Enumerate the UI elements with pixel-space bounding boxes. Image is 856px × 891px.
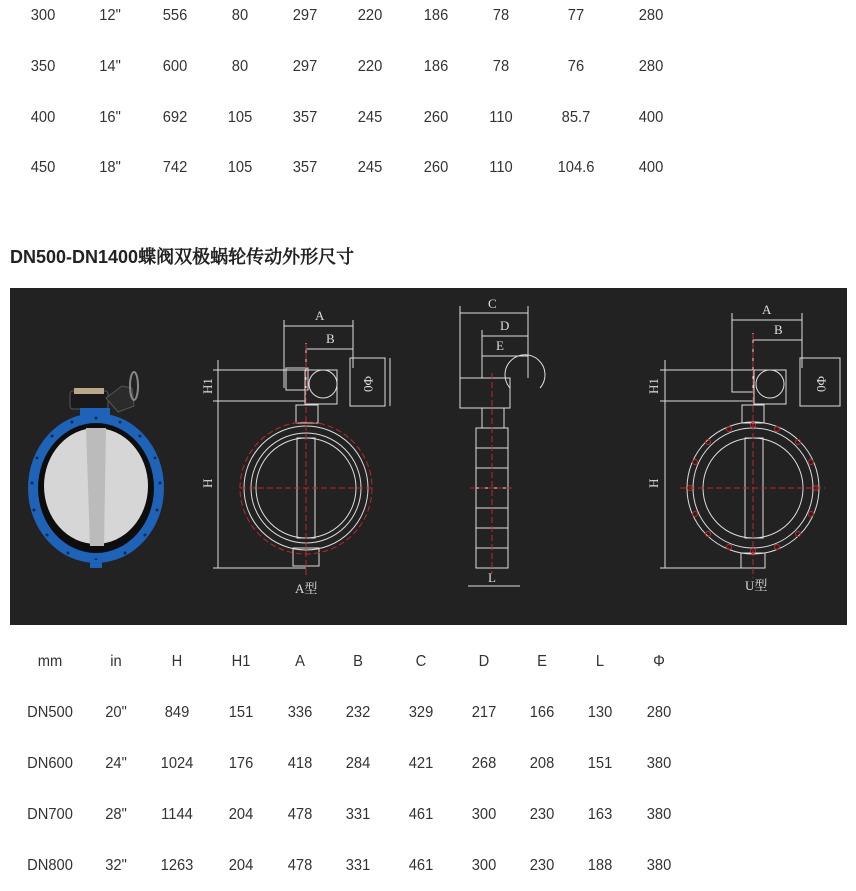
table-cell: 268 bbox=[471, 754, 497, 772]
table-cell: 163 bbox=[587, 805, 613, 823]
table-cell: 400 bbox=[30, 108, 56, 126]
table-cell: DN500 bbox=[27, 703, 73, 721]
dim-label-l: L bbox=[488, 570, 496, 585]
column-header: mm bbox=[37, 652, 63, 670]
table-cell: 105 bbox=[227, 159, 253, 177]
table-cell: 600 bbox=[162, 58, 188, 76]
table-cell: 297 bbox=[292, 7, 318, 25]
dim-label-h: H bbox=[200, 478, 215, 488]
table-cell: 188 bbox=[587, 856, 613, 874]
table-cell: 186 bbox=[423, 58, 449, 76]
table-cell: 80 bbox=[231, 58, 249, 76]
column-header: E bbox=[537, 652, 547, 670]
table-cell: 12" bbox=[99, 7, 121, 25]
dim-label-h: H bbox=[646, 478, 661, 488]
dim-label-d: D bbox=[500, 318, 510, 333]
table-cell: 478 bbox=[287, 805, 313, 823]
table-cell: 151 bbox=[587, 754, 613, 772]
table-cell: 24" bbox=[105, 754, 127, 772]
table-cell: 692 bbox=[162, 108, 188, 126]
dim-label-c: C bbox=[488, 296, 497, 311]
table-cell: DN700 bbox=[27, 805, 73, 823]
table-cell: 245 bbox=[357, 108, 383, 126]
table-row bbox=[0, 840, 700, 891]
table-cell: 849 bbox=[164, 703, 190, 721]
table-cell: 204 bbox=[228, 805, 254, 823]
valve-photo bbox=[28, 372, 164, 568]
table-cell: 245 bbox=[357, 159, 383, 177]
table-cell: 220 bbox=[357, 7, 383, 25]
table-cell: 461 bbox=[408, 805, 434, 823]
table-cell: 20" bbox=[105, 703, 127, 721]
column-header: H bbox=[171, 652, 183, 670]
table-cell: 461 bbox=[408, 856, 434, 874]
table-cell: 166 bbox=[529, 703, 555, 721]
column-header: A bbox=[295, 652, 305, 670]
u-type-label: U型 bbox=[745, 578, 768, 593]
table-cell: 556 bbox=[162, 7, 188, 25]
table-cell: 204 bbox=[228, 856, 254, 874]
u-type-drawing bbox=[660, 313, 840, 568]
table-cell: 76 bbox=[567, 58, 585, 76]
table-cell: 284 bbox=[345, 754, 371, 772]
spec-table-large-sizes bbox=[0, 636, 700, 891]
table-cell: 18" bbox=[99, 159, 121, 177]
table-cell: 110 bbox=[489, 108, 513, 126]
table-cell: 297 bbox=[292, 58, 318, 76]
table-cell: 380 bbox=[646, 856, 672, 874]
table-cell: 230 bbox=[529, 805, 555, 823]
table-cell: 742 bbox=[162, 159, 188, 177]
table-cell: 418 bbox=[287, 754, 313, 772]
table-cell: 220 bbox=[357, 58, 383, 76]
table-cell: 300 bbox=[30, 7, 56, 25]
table-cell: 217 bbox=[471, 703, 497, 721]
table-cell: 357 bbox=[292, 159, 318, 177]
section-title: DN500-DN1400蝶阀双极蜗轮传动外形尺寸 bbox=[10, 247, 355, 267]
table-cell: 350 bbox=[30, 58, 56, 76]
table-row bbox=[0, 143, 674, 194]
column-header: L bbox=[595, 652, 605, 670]
table-cell: 176 bbox=[228, 754, 254, 772]
table-cell: 400 bbox=[638, 159, 664, 177]
table-cell: 400 bbox=[638, 108, 664, 126]
dim-label-phi: Φ0 bbox=[361, 376, 376, 393]
table-cell: 260 bbox=[423, 108, 449, 126]
dim-label-h1: H1 bbox=[200, 378, 215, 394]
table-cell: 478 bbox=[287, 856, 313, 874]
table-cell: 105 bbox=[227, 108, 253, 126]
column-header: in bbox=[110, 652, 122, 670]
dim-label-e: E bbox=[496, 338, 504, 353]
table-cell: 230 bbox=[529, 856, 555, 874]
table-cell: 300 bbox=[471, 856, 497, 874]
table-cell: 357 bbox=[292, 108, 318, 126]
table-cell: 280 bbox=[638, 58, 664, 76]
table-cell: 85.7 bbox=[561, 108, 591, 126]
a-type-drawing bbox=[213, 320, 390, 568]
table-cell: 1144 bbox=[161, 805, 193, 823]
table-cell: DN800 bbox=[27, 856, 73, 874]
table-cell: 104.6 bbox=[557, 159, 595, 177]
table-cell: 232 bbox=[345, 703, 371, 721]
table-cell: 329 bbox=[408, 703, 434, 721]
table-cell: 78 bbox=[492, 7, 510, 25]
dim-label-phi: Φ0 bbox=[814, 376, 829, 393]
table-cell: 1024 bbox=[160, 754, 194, 772]
table-cell: 208 bbox=[529, 754, 555, 772]
valve-dimension-figure bbox=[10, 288, 847, 625]
table-cell: 380 bbox=[646, 754, 672, 772]
table-cell: 336 bbox=[287, 703, 313, 721]
table-row bbox=[0, 738, 700, 789]
column-header: Φ bbox=[653, 652, 665, 670]
table-cell: 280 bbox=[646, 703, 672, 721]
table-row bbox=[0, 687, 700, 738]
table-cell: 28" bbox=[105, 805, 127, 823]
table-cell: 78 bbox=[492, 58, 510, 76]
a-type-label: A型 bbox=[295, 581, 318, 596]
table-cell: 1263 bbox=[160, 856, 194, 874]
table-cell: 14" bbox=[99, 58, 121, 76]
table-cell: 380 bbox=[646, 805, 672, 823]
dim-label-b: B bbox=[326, 331, 335, 346]
table-cell: 186 bbox=[423, 7, 449, 25]
table-cell: 80 bbox=[231, 7, 249, 25]
table-row bbox=[0, 92, 674, 143]
table-cell: 331 bbox=[345, 856, 371, 874]
table-header-row bbox=[0, 636, 700, 687]
table-cell: 130 bbox=[587, 703, 613, 721]
table-cell: 280 bbox=[638, 7, 664, 25]
table-cell: 16" bbox=[99, 108, 121, 126]
table-row bbox=[0, 0, 674, 42]
table-cell: DN600 bbox=[27, 754, 73, 772]
table-cell: 151 bbox=[228, 703, 254, 721]
column-header: B bbox=[353, 652, 363, 670]
table-row bbox=[0, 789, 700, 840]
table-cell: 331 bbox=[345, 805, 371, 823]
spec-table-small-sizes bbox=[0, 0, 674, 194]
column-header: C bbox=[415, 652, 427, 670]
dim-label-a: A bbox=[315, 308, 325, 323]
table-cell: 110 bbox=[489, 159, 513, 177]
table-row bbox=[0, 42, 674, 93]
table-cell: 450 bbox=[30, 159, 56, 177]
dim-label-a: A bbox=[762, 302, 772, 317]
table-cell: 421 bbox=[408, 754, 434, 772]
column-header: H1 bbox=[231, 652, 251, 670]
dim-label-h1: H1 bbox=[646, 378, 661, 394]
table-cell: 260 bbox=[423, 159, 449, 177]
dim-label-b: B bbox=[774, 322, 783, 337]
table-cell: 32" bbox=[105, 856, 127, 874]
table-cell: 77 bbox=[567, 7, 585, 25]
table-cell: 300 bbox=[471, 805, 497, 823]
column-header: D bbox=[478, 652, 490, 670]
